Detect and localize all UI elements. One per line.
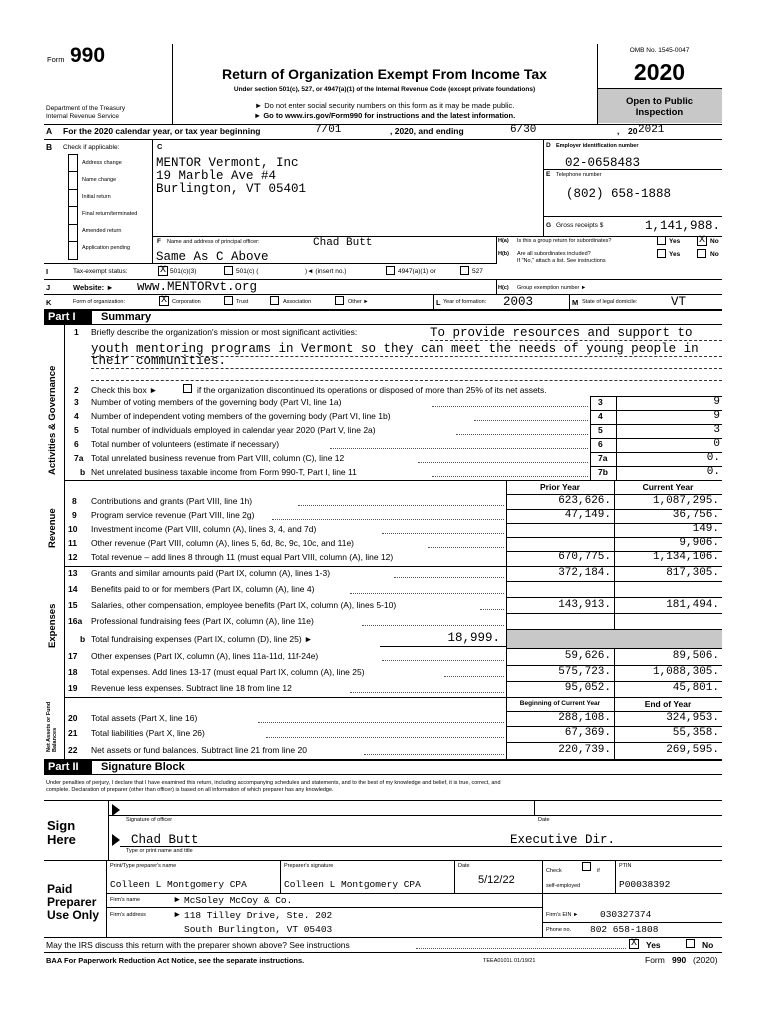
self-employed-label: self-employed [546, 883, 581, 889]
line-e-label: E [546, 171, 551, 178]
discontinued-checkbox[interactable] [183, 384, 192, 393]
line-19-num: 19 [68, 683, 78, 693]
line-7a-value[interactable]: 0. [706, 452, 720, 464]
line-6-num: 6 [74, 439, 79, 449]
col-prior-year: Prior Year [539, 482, 580, 492]
line-g-label: G [546, 222, 552, 229]
side-label-expenses: Expenses [47, 603, 58, 648]
principal-officer-address[interactable]: Same As C Above [156, 250, 269, 264]
penalty-line-1: Under penalties of perjury, I declare that I have examined this return, including accompanying schedules and statements, and to the best of my knowledge and belief, it is true, correct, and [46, 780, 501, 786]
line-ha-label: H(a) [498, 238, 509, 244]
org-association-checkbox[interactable] [270, 296, 279, 305]
line-13-current[interactable]: 817,305. [666, 567, 719, 579]
preparer-date[interactable]: 5/12/22 [478, 874, 515, 886]
line-22-num: 22 [68, 745, 78, 755]
firm-name[interactable]: McSoley McCoy & Co. [184, 895, 293, 906]
firm-address-1[interactable]: 118 Tilley Drive, Ste. 202 [184, 910, 333, 921]
line-5-num: 5 [74, 425, 79, 435]
line-13-num: 13 [68, 568, 78, 578]
ha-yes-label: Yes [669, 238, 681, 245]
line-21-boy[interactable]: 67,369. [564, 727, 611, 739]
mission-line-3[interactable]: their communities. [91, 354, 227, 368]
line-hb-text-2: If "No," attach a list. See instructions [517, 258, 606, 264]
line-7b-key: 7b [598, 467, 608, 477]
side-label-governance: Activities & Governance [47, 365, 58, 475]
side-label-net-assets: Net Assets or Fund Balances [46, 701, 58, 752]
status-501c-label: 501(c) ( [236, 268, 259, 275]
form-label: Form [47, 55, 65, 64]
line-10-text: Investment income (Part VIII, column (A), lines 3, 4, and 7d) [91, 524, 317, 534]
line-20-eoy[interactable]: 324,953. [666, 712, 719, 724]
paid-label: Paid [47, 882, 73, 896]
line-3-text: Number of voting members of the governing body (Part VI, line 1a) [91, 397, 342, 407]
check-amended-return: Amended return [82, 228, 122, 234]
use-only-label: Use Only [47, 908, 100, 922]
line-18-current[interactable]: 1,088,305. [652, 666, 719, 678]
org-city[interactable]: Burlington, VT 05401 [156, 182, 307, 196]
discuss-question: May the IRS discuss this return with the preparer shown above? See instructions [46, 940, 350, 950]
line-9-prior[interactable]: 47,149. [564, 509, 611, 521]
line-a-mid: , 2020, and ending [390, 126, 464, 136]
line-7a-num: 7a [74, 453, 84, 463]
org-address[interactable]: 19 Marble Ave #4 [156, 169, 277, 183]
firm-name-arrow: ► [173, 894, 182, 904]
line-18-num: 18 [68, 667, 78, 677]
org-name[interactable]: MENTOR Vermont, Inc [156, 156, 299, 170]
line-13-text: Grants and similar amounts paid (Part IX, column (A), lines 1-3) [91, 568, 331, 578]
line-d-label: D [546, 142, 551, 149]
line-a-comma: , [617, 126, 620, 136]
line-5-key: 5 [598, 425, 603, 435]
status-501c3-checkbox[interactable]: X [159, 265, 166, 276]
if-label: if [597, 868, 600, 874]
line-15-text: Salaries, other compensation, employee benefits (Part IX, column (A), lines 5-10) [91, 600, 397, 610]
dept-line-2: Internal Revenue Service [46, 113, 119, 120]
penalty-line-2: complete. Declaration of preparer (other than officer) is based on all information of which preparer has any knowledge. [46, 787, 334, 793]
form-title: Return of Organization Exempt From Income Tax [222, 66, 547, 82]
line-hc-text: Group exemption number ► [517, 285, 587, 291]
tax-year-end-year[interactable]: 2021 [638, 124, 665, 136]
line-l-text: Year of formation: [443, 299, 487, 305]
footer-form-number: 990 [672, 955, 687, 965]
line-b-text: Check if applicable: [63, 144, 120, 151]
officer-title[interactable]: Executive Dir. [510, 833, 616, 847]
line-11-text: Other revenue (Part VIII, column (A), lines 5, 6d, 8c, 9c, 10c, and 11e) [91, 538, 354, 548]
line-2-text-a: Check this box ► [91, 385, 158, 395]
ha-no-checkbox[interactable]: X [698, 235, 705, 246]
hb-no-checkbox[interactable] [697, 249, 706, 258]
self-employed-checkbox[interactable] [582, 862, 591, 871]
firm-address-label: Firm's address [110, 912, 146, 918]
irs-link-notice: ► Go to www.irs.gov/Form990 for instructions and the latest information. [253, 111, 516, 120]
hb-yes-label: Yes [669, 251, 681, 258]
part-1-title: Summary [101, 311, 152, 323]
here-label: Here [47, 832, 76, 847]
line-2-num: 2 [74, 385, 79, 395]
line-1-num: 1 [74, 327, 79, 337]
name-title-label: Type or print name and title [126, 848, 193, 854]
side-label-revenue: Revenue [47, 508, 58, 548]
ha-yes-checkbox[interactable] [657, 236, 666, 245]
ptin-label: PTIN [619, 863, 632, 869]
line-21-eoy[interactable]: 55,358. [672, 727, 719, 739]
line-6-value[interactable]: 0 [713, 438, 720, 450]
line-17-text: Other expenses (Part IX, column (A), lines 11a-11d, 11f-24e) [91, 651, 319, 661]
org-association-label: Association [283, 299, 312, 305]
line-b-label: B [46, 142, 53, 152]
signature-label: Signature of officer [126, 817, 173, 823]
ptin-value[interactable]: P00038392 [619, 879, 671, 890]
line-3-key: 3 [598, 397, 603, 407]
line-a-label: A [46, 126, 53, 136]
line-5-text: Total number of individuals employed in calendar year 2020 (Part V, line 2a) [91, 425, 376, 435]
line-15-num: 15 [68, 600, 78, 610]
line-3-num: 3 [74, 397, 79, 407]
dept-line-1: Department of the Treasury [46, 105, 126, 112]
line-m-label: M [572, 298, 579, 307]
firm-ein-label: Firm's EIN ► [546, 912, 579, 918]
firm-ein[interactable]: 030327374 [600, 909, 652, 920]
line-f-text: Name and address of principal officer: [167, 239, 260, 245]
discuss-no-label: No [702, 940, 714, 950]
line-hb-text-1: Are all subordinates included? [517, 251, 591, 257]
status-4947-label: 4947(a)(1) or [398, 268, 436, 275]
status-insert-no: )◄ (insert no.) [305, 268, 347, 275]
line-18-prior[interactable]: 575,723. [558, 666, 611, 678]
preparer-label: Preparer [47, 895, 97, 909]
line-20-text: Total assets (Part X, line 16) [91, 713, 198, 723]
col-beginning-year: Beginning of Current Year [519, 700, 601, 707]
line-ha-text: Is this a group return for subordinates? [517, 238, 612, 244]
line-15-prior[interactable]: 143,913. [558, 599, 611, 611]
discuss-no-checkbox[interactable] [686, 939, 695, 948]
line-c-label: C [157, 142, 163, 151]
line-4-value[interactable]: 9 [713, 410, 720, 422]
line-17-num: 17 [68, 651, 78, 661]
col-end-year: End of Year [644, 699, 692, 709]
line-11-current[interactable]: 9,906. [679, 537, 719, 549]
tax-year-begin[interactable]: 7/01 [315, 124, 342, 136]
line-a-20: 20 [628, 126, 638, 136]
discuss-yes-checkbox[interactable]: X [630, 938, 637, 949]
open-to-public: Open to Public [625, 96, 694, 107]
line-8-text: Contributions and grants (Part VIII, line 1h) [91, 496, 253, 506]
legal-domicile[interactable]: VT [671, 295, 687, 309]
line-7a-key: 7a [598, 453, 608, 463]
line-hc-label: H(c) [498, 285, 509, 291]
sign-label: Sign [47, 818, 76, 833]
line-22-eoy[interactable]: 269,595. [666, 744, 719, 756]
check-name-change: Name change [82, 177, 117, 183]
line-g-text: Gross receipts $ [556, 222, 604, 229]
check-application-pending: Application pending [82, 245, 131, 251]
year-of-formation[interactable]: 2003 [503, 295, 534, 309]
line-19-prior[interactable]: 95,052. [564, 682, 611, 694]
website-value[interactable]: www.MENTORvt.org [137, 280, 258, 294]
status-501c3-label: 501(c)(3) [170, 268, 197, 275]
part-1-tag: Part I [44, 310, 92, 324]
line-13-prior[interactable]: 372,184. [558, 567, 611, 579]
part-2-tag: Part II [44, 760, 92, 774]
line-1-text: Briefly describe the organization's mission or most significant activities: [91, 327, 358, 337]
part-2-title: Signature Block [101, 761, 185, 773]
line-15-current[interactable]: 181,494. [666, 599, 719, 611]
gross-receipts[interactable]: 1,141,988. [644, 219, 720, 233]
footer-form-year: (2020) [693, 955, 718, 965]
ein-value[interactable]: 02-0658483 [565, 156, 641, 170]
omb-number: OMB No. 1545-0047 [629, 47, 690, 54]
line-20-num: 20 [68, 713, 78, 723]
ssn-notice: ► Do not enter social security numbers on this form as it may be made public. [254, 101, 515, 110]
line-16b-num: b [80, 634, 86, 644]
line-i-text: Tax-exempt status: [73, 268, 128, 275]
line-11-num: 11 [68, 538, 77, 548]
inspection: Inspection [635, 107, 684, 118]
line-9-num: 9 [72, 510, 77, 520]
principal-officer-name[interactable]: Chad Butt [313, 237, 373, 249]
line-7b-text: Net unrelated business taxable income from Form 990-T, Part I, line 11 [91, 467, 357, 477]
line-i-label: I [46, 267, 49, 276]
mission-line-1[interactable]: To provide resources and support to [430, 326, 693, 340]
line-16a-text: Professional fundraising fees (Part IX, column (A), line 11e) [91, 616, 314, 626]
line-a-text: For the 2020 calendar year, or tax year beginning [63, 126, 261, 136]
line-6-text: Total number of volunteers (estimate if necessary) [91, 439, 280, 449]
prep-date-label: Date [458, 863, 470, 869]
phone-label: Phone no. [546, 927, 572, 933]
firm-address-arrow: ► [173, 909, 182, 919]
line-9-text: Program service revenue (Part VIII, line 2g) [91, 510, 255, 520]
hb-yes-checkbox[interactable] [657, 249, 666, 258]
line-m-text: State of legal domicile: [582, 299, 638, 305]
name-arrow-icon [112, 834, 120, 846]
check-initial-return: Initial return [82, 194, 111, 200]
line-k-label: K [46, 298, 52, 307]
line-22-boy[interactable]: 220,739. [558, 744, 611, 756]
line-18-text: Total expenses. Add lines 13-17 (must equal Part IX, column (A), line 25) [91, 667, 365, 677]
discuss-yes-label: Yes [646, 940, 661, 950]
check-label: Check [546, 868, 562, 874]
line-7a-text: Total unrelated business revenue from Part VIII, column (C), line 12 [91, 453, 345, 463]
line-16b-value[interactable]: 18,999. [447, 631, 500, 645]
firm-address-2[interactable]: South Burlington, VT 05403 [184, 924, 333, 935]
firm-phone[interactable]: 802 658-1808 [590, 924, 659, 935]
org-trust-label: Trust [236, 299, 249, 305]
line-7b-value[interactable]: 0. [706, 466, 720, 478]
check-address-change: Address change [82, 160, 122, 166]
line-14-num: 14 [68, 584, 78, 594]
line-9-current[interactable]: 36,756. [672, 509, 719, 521]
check-final-return: Final return/terminated [82, 211, 138, 217]
line-17-prior[interactable]: 59,626. [564, 650, 611, 662]
prep-sig-label: Preparer's signature [284, 863, 334, 869]
line-19-current[interactable]: 45,801. [672, 682, 719, 694]
org-other-checkbox[interactable] [335, 296, 344, 305]
org-other-label: Other ► [348, 299, 369, 305]
line-4-text: Number of independent voting members of the governing body (Part VI, line 1b) [91, 411, 391, 421]
line-6-key: 6 [598, 439, 603, 449]
prep-name-label: Print/Type preparer's name [110, 863, 177, 869]
line-22-text: Net assets or fund balances. Subtract line 21 from line 20 [91, 745, 307, 755]
line-16b-text: Total fundraising expenses (Part IX, column (D), line 25) ► [91, 634, 313, 644]
tax-year: 2020 [633, 59, 686, 85]
line-19-text: Revenue less expenses. Subtract line 18 from line 12 [91, 683, 292, 693]
ha-no-label: No [710, 238, 719, 245]
firm-name-label: Firm's name [110, 897, 141, 903]
line-12-current[interactable]: 1,134,106. [652, 551, 719, 563]
col-current-year: Current Year [642, 482, 694, 492]
line-12-text: Total revenue – add lines 8 through 11 (must equal Part VIII, column (A), line 12) [91, 552, 394, 562]
status-501c-checkbox[interactable] [224, 266, 233, 275]
line-l-label: L [436, 298, 441, 307]
form-number: 990 [70, 44, 106, 67]
mission-line-2[interactable]: youth mentoring programs in Vermont so they can meet the needs of young people in [91, 342, 699, 356]
line-8-num: 8 [72, 496, 77, 506]
line-12-prior[interactable]: 670,775. [558, 551, 611, 563]
status-527-label: 527 [472, 268, 483, 275]
form-subtitle: Under section 501(c), 527, or 4947(a)(1) of the Internal Revenue Code (except private foundations) [233, 86, 536, 93]
line-j-text: Website: ► [73, 283, 114, 292]
line-16a-num: 16a [68, 616, 83, 626]
line-7b-num: b [80, 467, 86, 477]
line-21-text: Total liabilities (Part X, line 26) [91, 728, 205, 738]
line-2-text-b: if the organization discontinued its operations or disposed of more than 25% of its net assets. [197, 385, 547, 395]
line-10-current[interactable]: 149. [692, 523, 719, 535]
line-hb-label: H(b) [498, 251, 509, 257]
status-4947-checkbox[interactable] [386, 266, 395, 275]
org-trust-checkbox[interactable] [224, 296, 233, 305]
line-f-label: F [157, 238, 161, 245]
line-20-boy[interactable]: 288,108. [558, 712, 611, 724]
line-4-key: 4 [598, 411, 603, 421]
footer-form-label: Form [645, 955, 665, 965]
line-k-text: Form of organization: [73, 299, 125, 305]
baa-notice: BAA For Paperwork Reduction Act Notice, see the separate instructions. [46, 956, 305, 965]
line-4-num: 4 [74, 411, 79, 421]
line-12-num: 12 [68, 552, 78, 562]
org-corporation-label: Corporation [172, 299, 201, 305]
preparer-signature[interactable]: Colleen L Montgomery CPA [284, 879, 421, 890]
line-14-text: Benefits paid to or for members (Part IX, column (A), line 4) [91, 584, 315, 594]
line-3-value[interactable]: 9 [713, 396, 720, 408]
preparer-name[interactable]: Colleen L Montgomery CPA [110, 879, 247, 890]
line-e-text: Telephone number [556, 172, 602, 178]
line-10-num: 10 [68, 524, 78, 534]
line-8-current[interactable]: 1,087,295. [652, 495, 719, 507]
tax-year-end[interactable]: 6/30 [510, 124, 537, 136]
status-527-checkbox[interactable] [460, 266, 469, 275]
telephone-value[interactable]: (802) 658-1888 [566, 187, 672, 201]
line-5-value[interactable]: 3 [713, 424, 720, 436]
officer-name[interactable]: Chad Butt [131, 833, 199, 847]
line-d-text: Employer identification number [556, 143, 639, 149]
line-17-current[interactable]: 89,506. [672, 650, 719, 662]
line-8-prior[interactable]: 623,626. [558, 495, 611, 507]
footer-code: TEEA0101L 01/19/21 [483, 958, 536, 964]
line-j-label: J [46, 283, 51, 292]
line-21-num: 21 [68, 728, 78, 738]
org-corporation-checkbox[interactable]: X [160, 295, 167, 306]
hb-no-label: No [710, 251, 719, 258]
sign-date-label: Date [538, 817, 550, 823]
